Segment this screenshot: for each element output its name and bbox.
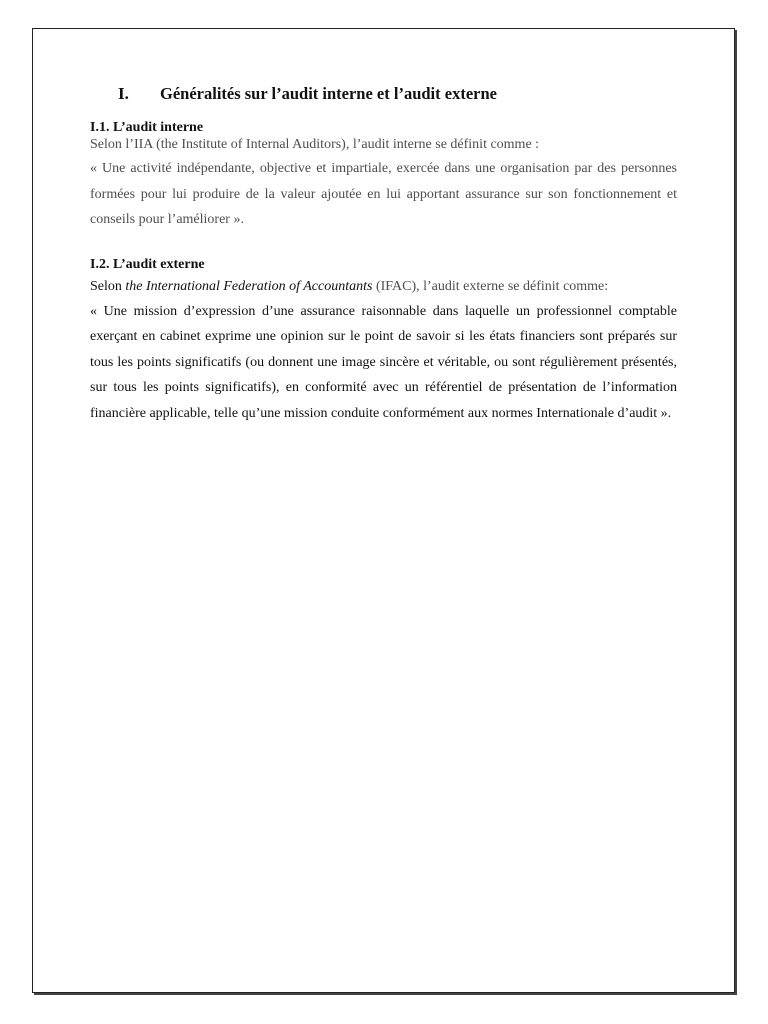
external-intro-source: the International Federation of Accountants [125,278,373,294]
document-body [90,84,677,426]
section-title: Généralités sur l’audit interne et l’audit externe [160,84,497,103]
external-audit-intro [90,275,677,299]
subheading-external-audit: I.2. L’audit externe [90,256,205,272]
section-number: I. [118,84,129,103]
internal-audit-intro: Selon l’IIA (the Institute of Internal Auditors), l’audit interne se définit comme : [90,137,540,152]
subheading-internal-audit: I.1. L’audit interne [90,120,204,135]
external-intro-prefix: Selon [90,278,126,294]
section-heading [118,84,677,104]
external-intro-suffix: (IFAC), l’audit externe se définit comme: [372,278,609,294]
section-spacer [90,233,677,257]
external-audit-definition: « Une mission d’expression d’une assurance raisonnable dans laquelle un professionnel comptable exerçant en cabinet exprime une opinion sur le point de savoir si les états financiers sont préparés sur tous les points significatifs (ou donnent une image sincère et véritable, ou sont régulièrement présentés, sur tous les points significatifs), en conformité avec un référentiel de présentation de l’information financière applicable, telle qu’une mission conduite conformément aux normes Internationale d’audit ». [90,303,677,421]
internal-audit-definition: « Une activité indépendante, objective et impartiale, exercée dans une organisation par des personnes formées pour lui produire de la valeur ajoutée en lui apportant assurance sur son fonctionnement et conseils pour l’améliorer ». [90,161,677,227]
